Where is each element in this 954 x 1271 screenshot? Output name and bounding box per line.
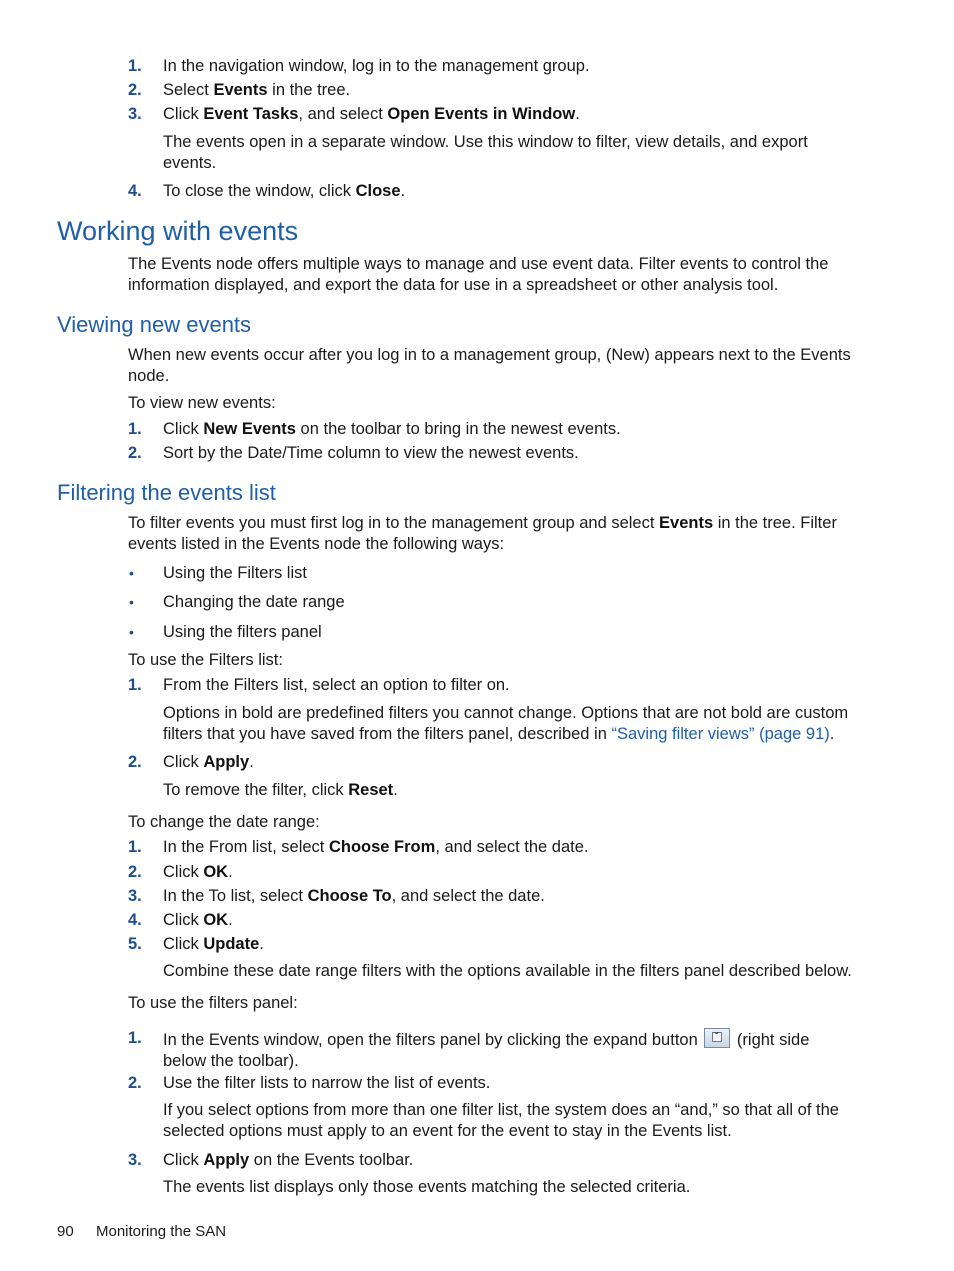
step-text: To close the window, click Close.	[163, 182, 406, 200]
step-text: Click OK.	[163, 911, 233, 929]
bullet-icon: •	[129, 565, 134, 581]
saving-filter-views-link[interactable]: “Saving filter views” (page 91)	[611, 725, 830, 743]
step-text: From the Filters list, select an option to filter on.	[163, 676, 510, 694]
bullet-item: Using the filters panel	[163, 623, 322, 641]
bullet-icon: •	[129, 594, 134, 610]
step-number: 3.	[128, 105, 142, 123]
step-number: 2.	[128, 81, 142, 99]
step-text: Sort by the Date/Time column to view the newest events.	[163, 444, 579, 462]
procedure-intro: To view new events:	[128, 394, 276, 412]
step-number: 1.	[128, 838, 142, 856]
step-number: 1.	[128, 1029, 142, 1047]
step-text: Use the filter lists to narrow the list of events.	[163, 1074, 491, 1092]
step-text: In the navigation window, log in to the management group.	[163, 57, 590, 75]
step-text: Click Event Tasks, and select Open Events in Window.	[163, 105, 580, 123]
step-note: If you select options from more than one filter list, the system does an “and,” so that all of the selected options must apply to an event for the event to stay in the Events list.	[163, 1101, 839, 1140]
step-text: Click OK.	[163, 863, 233, 881]
step-note: Options in bold are predefined filters you cannot change. Options that are not bold are custom filters that you have saved from the filters panel, described in “Saving filter views” (page 91).	[163, 704, 849, 743]
step-note: To remove the filter, click Reset.	[163, 781, 398, 799]
section-paragraph: The Events node offers multiple ways to manage and use event data. Filter events to control the information displayed, and export the data for use in a spreadsheet or other analysis tool.	[128, 255, 829, 294]
section-paragraph: To filter events you must first log in to the management group and select Events in the tree. Filter events listed in the Events node the following ways:	[128, 514, 837, 553]
step-number: 2.	[128, 863, 142, 881]
step-number: 2.	[128, 444, 142, 462]
step-note: The events list displays only those events matching the selected criteria.	[163, 1178, 691, 1196]
step-text: Click New Events on the toolbar to bring in the newest events.	[163, 420, 621, 438]
step-number: 3.	[128, 1151, 142, 1169]
step-number: 4.	[128, 182, 142, 200]
page-number: 90	[57, 1223, 74, 1240]
step-text: Click Apply.	[163, 753, 254, 771]
step-number: 2.	[128, 753, 142, 771]
step-text: Select Events in the tree.	[163, 81, 351, 99]
step-number: 4.	[128, 911, 142, 929]
step-text: In the Events window, open the filters panel by clicking the expand button ˇ (right side below the toolbar).	[163, 1028, 853, 1072]
section-heading-filtering-events-list: Filtering the events list	[57, 480, 276, 505]
bullet-item: Changing the date range	[163, 593, 345, 611]
step-number: 3.	[128, 887, 142, 905]
section-heading-working-with-events: Working with events	[57, 216, 299, 246]
procedure-intro: To use the Filters list:	[128, 651, 283, 669]
bullet-icon: •	[129, 624, 134, 640]
step-text: In the From list, select Choose From, and select the date.	[163, 838, 589, 856]
procedure-intro: To use the filters panel:	[128, 994, 298, 1012]
expand-button-icon	[704, 1028, 730, 1048]
step-text: In the To list, select Choose To, and select the date.	[163, 887, 545, 905]
section-paragraph: When new events occur after you log in to a management group, (New) appears next to the Events node.	[128, 346, 851, 385]
footer-section-title: Monitoring the SAN	[96, 1223, 227, 1240]
bullet-item: Using the Filters list	[163, 564, 307, 582]
step-note: The events open in a separate window. Use this window to filter, view details, and export events.	[163, 133, 808, 172]
section-heading-viewing-new-events: Viewing new events	[57, 312, 252, 337]
step-number: 1.	[128, 57, 142, 75]
step-text: Click Update.	[163, 935, 264, 953]
step-text: Click Apply on the Events toolbar.	[163, 1151, 414, 1169]
step-number: 1.	[128, 420, 142, 438]
step-number: 5.	[128, 935, 142, 953]
step-number: 2.	[128, 1074, 142, 1092]
procedure-intro: To change the date range:	[128, 813, 320, 831]
step-number: 1.	[128, 676, 142, 694]
step-note: Combine these date range filters with the options available in the filters panel described below.	[163, 962, 852, 980]
